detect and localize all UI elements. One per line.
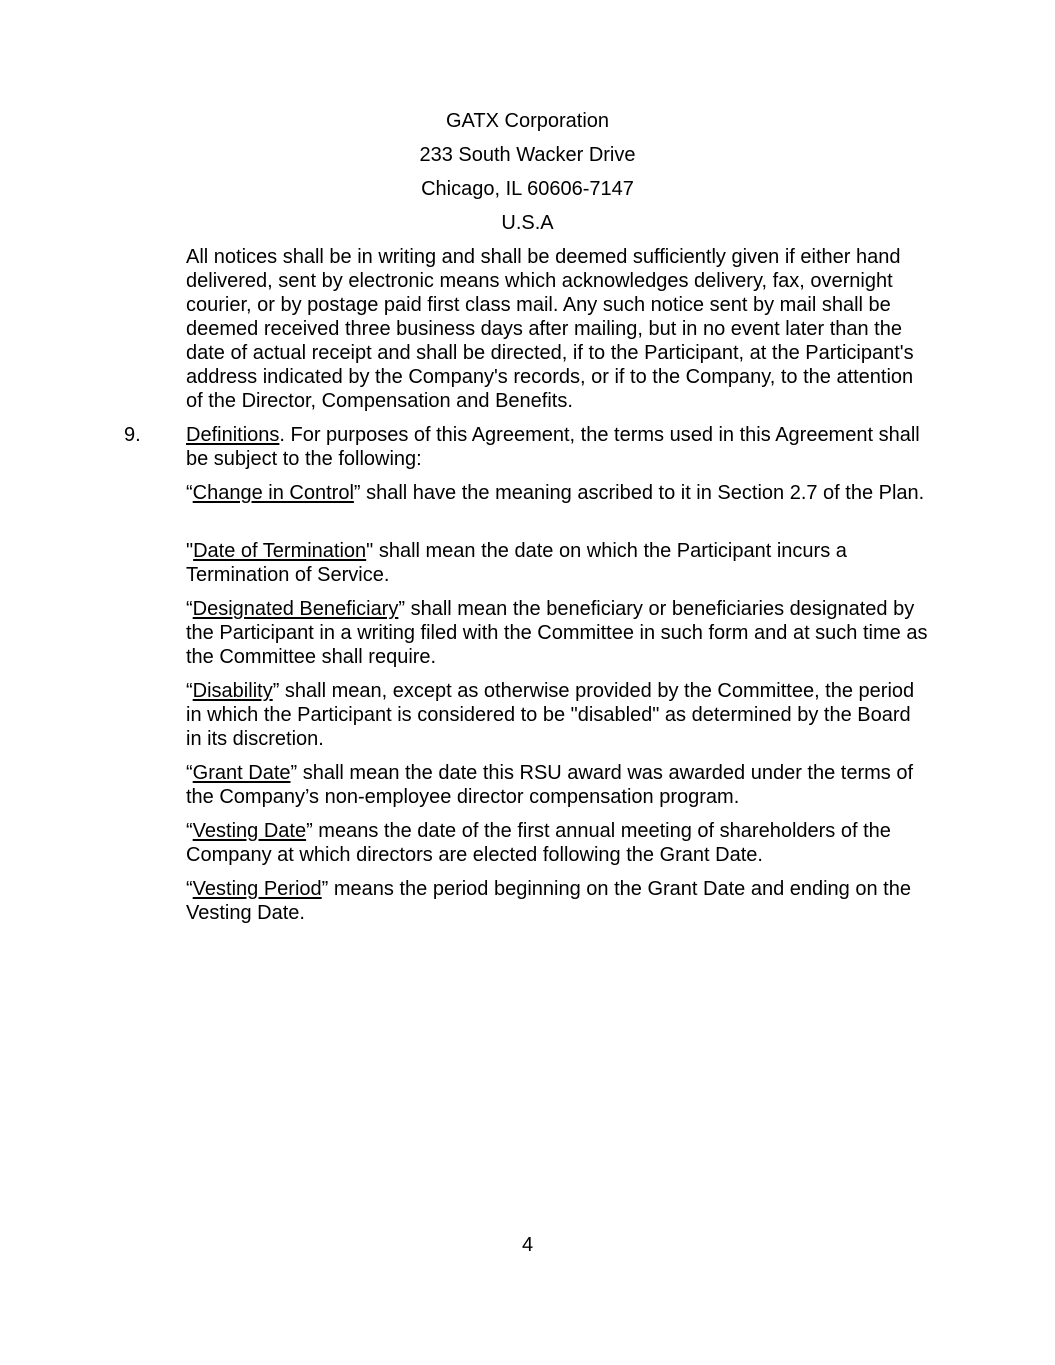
quote-open: “	[186, 820, 193, 842]
notices-paragraph: All notices shall be in writing and shall be deemed sufficiently given if either hand delivered, sent by electronic means which acknowledges delivery, fax, overnight courier, or by postage paid first class mail. Any such notice sent by mail shall be deemed received three business days after mailing, but in no event later than the date of actual receipt and shall be directed, if to the Participant, at the Participant's address indicated by the Company's records, or if to the Company, to the attention of the Director, Compensation and Benefits.	[186, 246, 914, 412]
quote-open: “	[186, 762, 193, 784]
definition-text: ” shall mean the beneficiary or beneficiaries designated by the Participant in a writing filed with the Committee in such form and at such time as the Committee shall require.	[186, 598, 928, 668]
definition-text: ” shall have the meaning ascribed to it in Section 2.7 of the Plan.	[353, 482, 925, 504]
definition-date-of-termination	[186, 539, 931, 587]
definition-grant-date	[186, 761, 931, 809]
section-9-intro	[186, 423, 931, 471]
definition-vesting-date	[186, 819, 931, 867]
definition-text: ” shall mean the date this RSU award was awarded under the terms of the Company’s non-employee director compensation program.	[186, 762, 914, 808]
section-intro-text: . For purposes of this Agreement, the terms used in this Agreement shall be subject to the following:	[186, 424, 920, 470]
section-number: 9.	[124, 424, 141, 446]
page-number: 4	[521, 1234, 534, 1256]
definition-text: ” shall mean, except as otherwise provided by the Committee, the period in which the Participant is considered to be "disabled" as determined by the Board in its discretion.	[186, 680, 915, 750]
definition-designated-beneficiary	[186, 597, 931, 669]
definition-disability	[186, 679, 931, 751]
defined-term: Designated Beneficiary	[192, 598, 399, 620]
defined-term: Vesting Period	[192, 878, 322, 900]
quote-open: “	[186, 680, 193, 702]
definition-change-in-control	[186, 481, 931, 505]
definition-text: " shall mean the date on which the Participant incurs a Termination of Service.	[186, 540, 847, 586]
address-company: GATX Corporation	[445, 110, 610, 132]
quote-open: “	[186, 598, 193, 620]
quote-open: "	[186, 540, 194, 562]
defined-term: Change in Control	[192, 482, 354, 504]
defined-term: Date of Termination	[193, 540, 367, 562]
address-city: Chicago, IL 60606-7147	[421, 178, 634, 200]
section-heading: Definitions	[186, 424, 280, 446]
quote-open: “	[186, 878, 193, 900]
definition-text: ” means the period beginning on the Grant Date and ending on the Vesting Date.	[186, 878, 911, 924]
address-street: 233 South Wacker Drive	[419, 144, 636, 166]
defined-term: Vesting Date	[192, 820, 307, 842]
defined-term: Grant Date	[192, 762, 291, 784]
definition-text: ” means the date of the first annual meeting of shareholders of the Company at which directors are elected following the Grant Date.	[186, 820, 891, 866]
quote-open: “	[186, 482, 193, 504]
address-country: U.S.A	[501, 212, 554, 234]
definition-vesting-period	[186, 877, 931, 925]
defined-term: Disability	[192, 680, 273, 702]
